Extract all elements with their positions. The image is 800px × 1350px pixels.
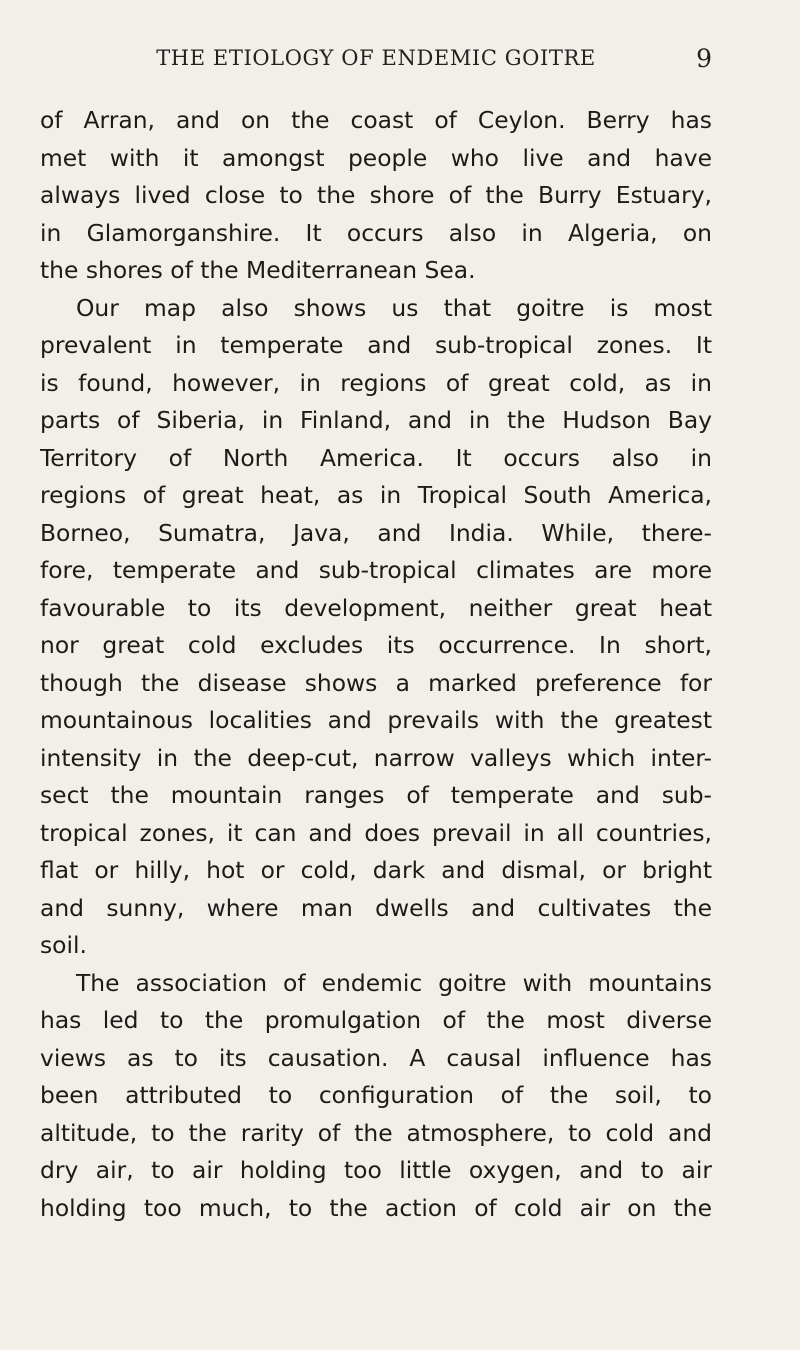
text-line: parts of Siberia, in Finland, and in the Hudson Bay [40,406,712,434]
page-number: 9 [696,44,712,73]
text-line: has led to the promulgation of the most diverse [40,1006,712,1034]
text-line: The association of endemic goitre with mountains [76,968,712,997]
text-line: prevalent in temperate and sub-tropical zones. It [40,331,712,359]
text-line: holding too much, to the action of cold air on the [40,1193,712,1222]
text-line: favourable to its development, neither great heat [40,593,712,622]
text-line: nor great cold excludes its occurrence. In short, [40,631,712,659]
text-line: tropical zones, it can and does prevail in all countries, [40,818,712,847]
text-line: intensity in the deep-cut, narrow valleys which inter- [40,743,712,772]
text-line: been attributed to configuration of the soil, to [40,1081,712,1109]
text-line: Borneo, Sumatra, Java, and India. While, there- [40,518,712,547]
text-line: is found, however, in regions of great cold, as in [40,368,712,397]
text-line: though the disease shows a marked preference for [40,668,712,697]
text-line: the shores of the Mediterranean Sea. [40,256,476,284]
text-line: Our map also shows us that goitre is most [76,293,712,322]
body-text [40,102,712,1227]
text-line: views as to its causation. A causal influence has [40,1043,712,1072]
text-line: flat or hilly, hot or cold, dark and dismal, or bright [40,856,712,884]
text-line: sect the mountain ranges of temperate and sub- [40,781,712,809]
text-line: fore, temperate and sub-tropical climates are more [40,556,712,584]
text-line: altitude, to the rarity of the atmosphere, to cold and [40,1118,712,1147]
running-head [40,46,712,86]
text-line: met with it amongst people who live and have [40,143,712,172]
text-line: in Glamorganshire. It occurs also in Algeria, on [40,218,712,247]
text-line: dry air, to air holding too little oxygen, and to air [40,1156,712,1184]
text-line: always lived close to the shore of the Burry Estuary, [40,181,712,209]
text-line: regions of great heat, as in Tropical South America, [40,481,712,509]
text-line: mountainous localities and prevails with the greatest [40,706,712,734]
running-title: THE ETIOLOGY OF ENDEMIC GOITRE [156,46,596,70]
text-line: and sunny, where man dwells and cultivates the [40,893,712,922]
text-line: soil. [40,931,87,959]
text-line: of Arran, and on the coast of Ceylon. Berry has [40,106,712,134]
text-line: Territory of North America. It occurs also in [40,443,712,472]
